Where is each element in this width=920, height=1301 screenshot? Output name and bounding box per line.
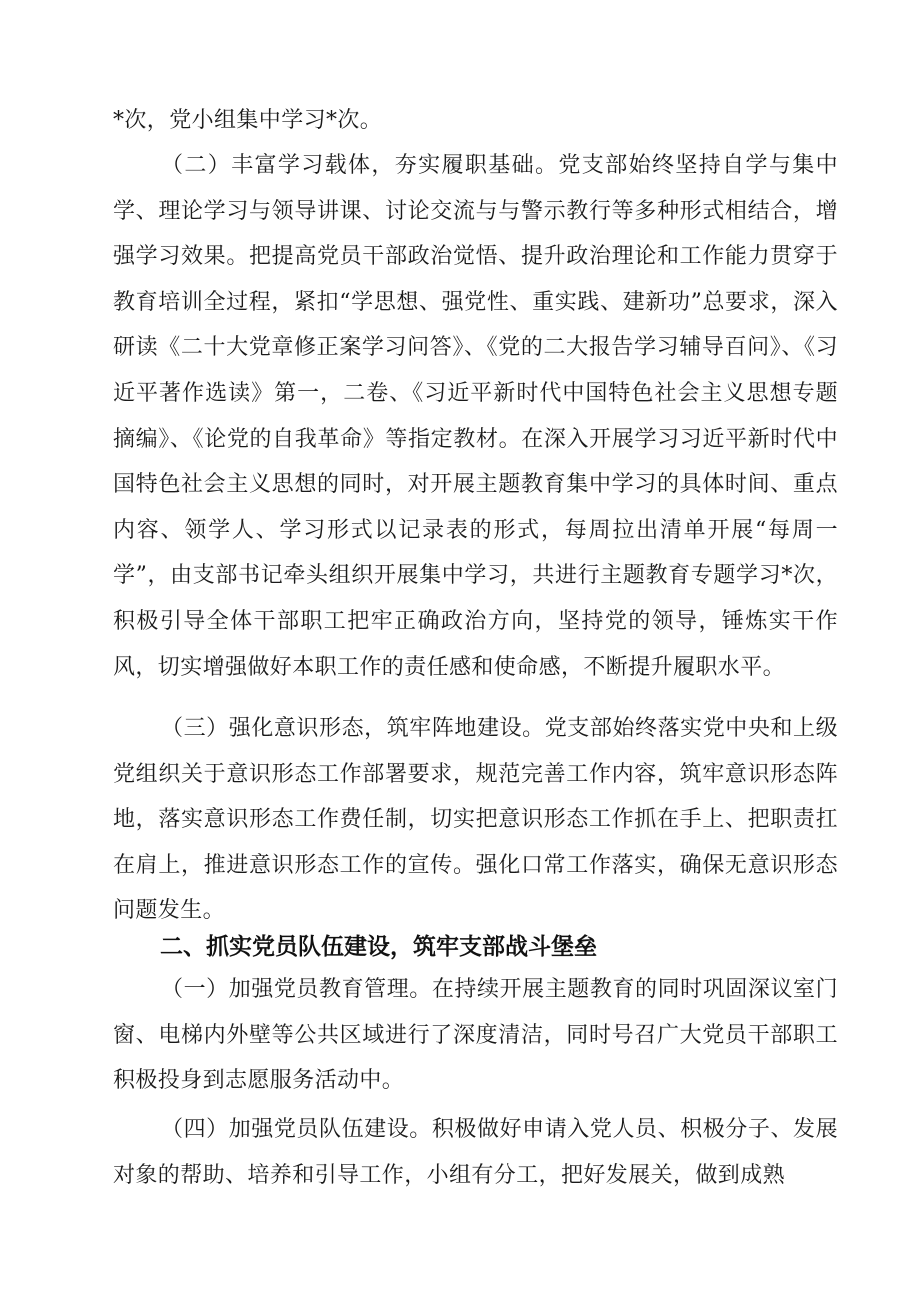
section-heading-2: 二、抓实党员队伍建设，筑牢支部战斗堡垒: [160, 934, 597, 960]
paragraph-continuation: *次，党小组集中学习*次。: [113, 108, 383, 133]
paragraph-ideology: （三）强化意识形态，筑牢阵地建设。党支部始终落实党中央和上级党组织关于意识形态工作部署要求，规范完善工作内容，筑牢意识形态阵地，落实意识形态工作费任制，切实把意识形态工作抓在手上、把职责扛在肩上，推进意识形态工作的宣传。强化口常工作落实，确保无意识形态问题发生。: [113, 716, 838, 924]
paragraph-study-carrier: （二）丰富学习载体，夯实履职基础。党支部始终坚持自学与集中学、理论学习与领导讲课、讨论交流与与警示教行等多种形式相结合，增强学习效果。把提高党员干部政治觉悟、提升政治理论和工作能力贯穿于教育培训全过程，紧扣“学思想、强党性、重实践、建新功”总要求，深入研读《二十大党章修正案学习问答》、《党的二大报告学习辅导百问》、《习近平著作选读》第一，二卷、《习近平新时代中国特色社会主义思想专题摘编》、《论党的自我革命》等指定教材。在深入开展学习习近平新时代中国特色社会主义思想的同时，对开展主题教育集中学习的具体时间、重点内容、领学人、学习形式以记录表的形式，每周拉出清单开展“每周一学”，由支部书记牵头组织开展集中学习，共进行主题教育专题学习*次，积极引导全体干部职工把牢正确政治方向，坚持党的领导，锤炼实干作风，切实增强做好本职工作的责任感和使命感，不断提升履职水平。: [113, 153, 838, 680]
paragraph-team-building: （四）加强党员队伍建设。积极做好申请入党人员、枳极分子、发展对象的帮助、培养和引导工作，小组有分工，把好发展关，做到成熟: [113, 1117, 838, 1188]
paragraph-member-education: （一）加强党员教育管理。在持续开展主题教育的同时巩固深议室门窗、电梯内外壁等公共区域进行了深度清洁，同时号召广大党员干部职工积极投身到志愿服务活动中。: [113, 977, 838, 1094]
